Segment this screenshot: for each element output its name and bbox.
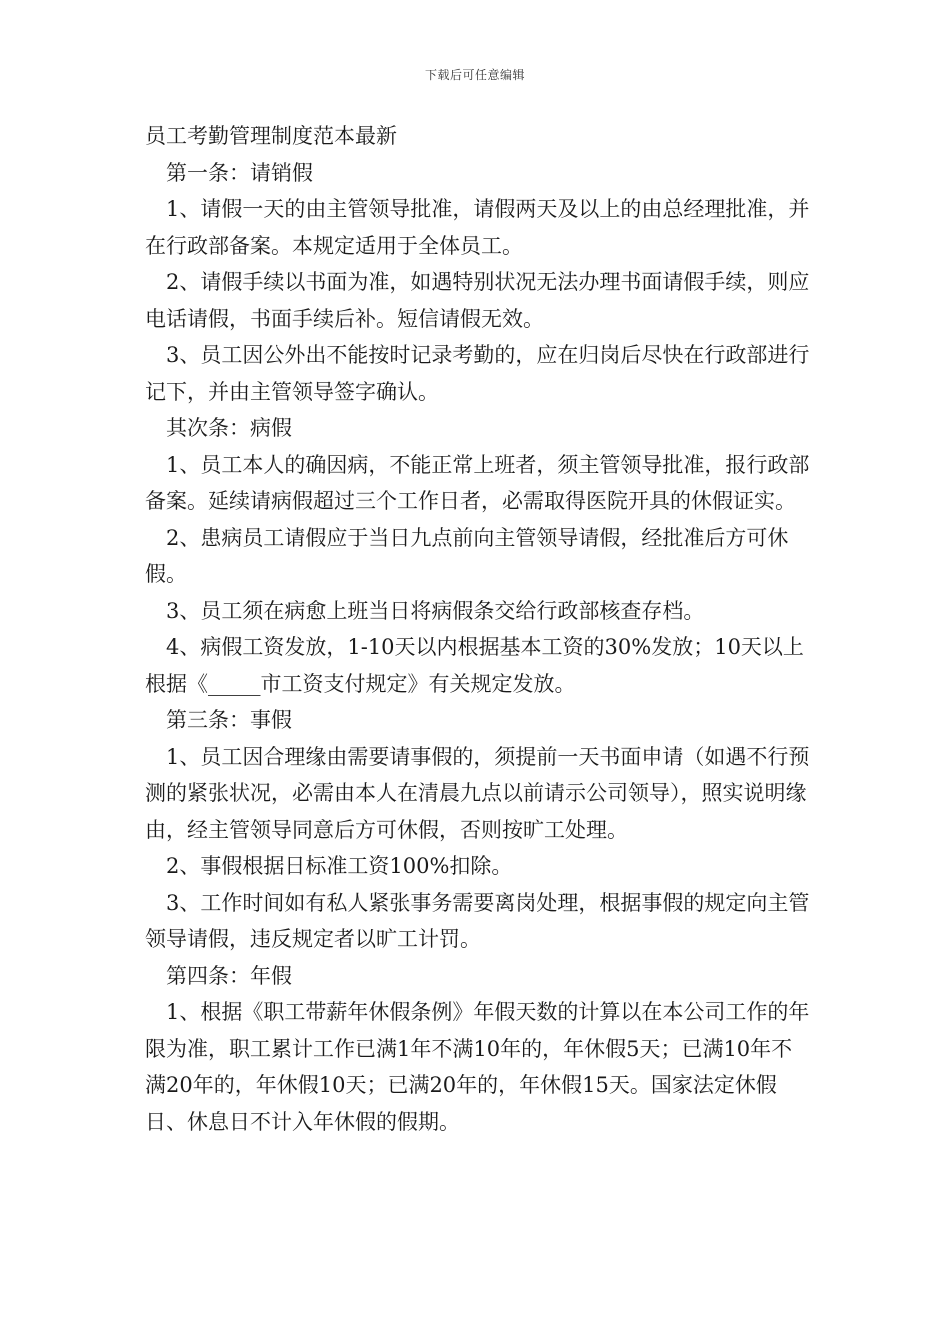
paragraph: 1、根据《职工带薪年休假条例》年假天数的计算以在本公司工作的年限为准，职工累计工作已满1年不满10年的，年休假5天；已满10年不满20年的，年休假10天；已满20年的，年休假15天。国家法定休假日、休息日不计入年休假的假期。 xyxy=(145,1000,810,1134)
document-body xyxy=(145,118,813,1140)
paragraph: 3、员工因公外出不能按时记录考勤的，应在归岗后尽快在行政部进行记下，并由主管领导签字确认。 xyxy=(145,343,810,404)
paragraph: 4、病假工资发放，1-10天以内根据基本工资的30%发放；10天以上根据《_____市工资支付规定》有关规定发放。 xyxy=(145,635,804,696)
page-header-note: 下载后可任意编辑 xyxy=(424,68,525,82)
paragraph: 3、员工须在病愈上班当日将病假条交给行政部核查存档。 xyxy=(166,598,705,623)
paragraph: 3、工作时间如有私人紧张事务需要离岗处理，根据事假的规定向主管领导请假，违反规定者以旷工计罚。 xyxy=(145,890,810,951)
paragraph: 2、事假根据日标准工资100%扣除。 xyxy=(166,854,513,878)
document-title: 员工考勤管理制度范本最新 xyxy=(145,124,397,148)
paragraph: 1、员工本人的确因病，不能正常上班者，须主管领导批准，报行政部备案。延续请病假超过三个工作日者，必需取得医院开具的休假证实。 xyxy=(145,452,810,513)
paragraph: 1、员工因合理缘由需要请事假的，须提前一天书面申请（如遇不行预测的紧张状况，必需由本人在清晨九点以前请示公司领导），照实说明缘由，经主管领导同意后方可休假，否则按旷工处理。 xyxy=(145,744,810,842)
section-heading-leave: 第一条：请销假 xyxy=(166,160,313,185)
paragraph: 2、患病员工请假应于当日九点前向主管领导请假，经批准后方可休假。 xyxy=(145,525,789,586)
section-heading-personal-leave: 第三条：事假 xyxy=(166,708,292,732)
paragraph: 2、请假手续以书面为准，如遇特别状况无法办理书面请假手续，则应电话请假，书面手续后补。短信请假无效。 xyxy=(145,270,810,331)
paragraph: 1、请假一天的由主管领导批准，请假两天及以上的由总经理批准，并在行政部备案。本规定适用于全体员工。 xyxy=(145,197,810,258)
section-heading-annual-leave: 第四条：年假 xyxy=(166,963,292,988)
section-heading-sick-leave: 其次条：病假 xyxy=(166,416,292,440)
